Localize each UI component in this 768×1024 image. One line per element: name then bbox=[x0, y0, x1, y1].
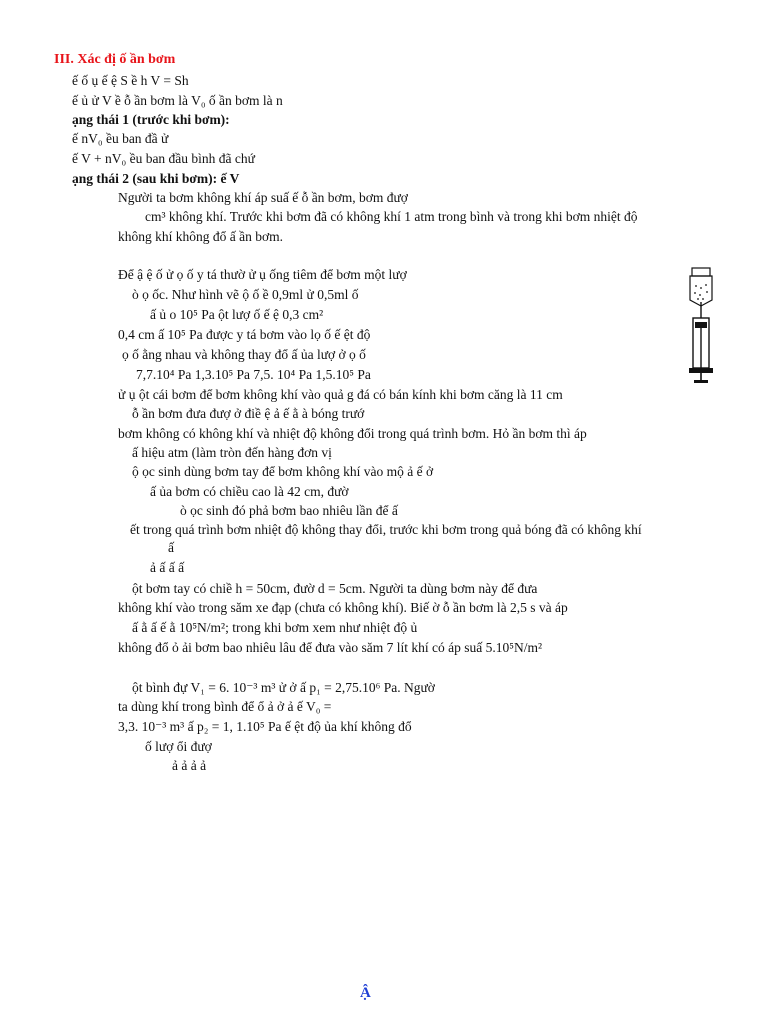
text-line: ế ủ ử V ề ỗ ần bơm là V₀ ố ần bơm là n bbox=[72, 93, 283, 108]
problem-3-text: ấ hiệu atm (làm tròn đến hàng đơn vị bbox=[132, 445, 332, 460]
problem-1-text: Người ta bơm không khí áp suấ ế ỗ ần bơm, bơm đượ bbox=[118, 190, 408, 205]
problem-2-text: ọ ố ằng nhau và không thay đổ ấ ủa lượ ở ọ ố bbox=[122, 347, 366, 362]
problem-5-text: không đổ ỏ ải bơm bao nhiêu lâu để đưa vào săm 7 lít khí có áp suấ 5.10⁵N/m² bbox=[118, 640, 543, 655]
problem-4-text: ò ọc sinh đó phả bơm bao nhiêu lần để ấ bbox=[180, 503, 398, 518]
problem-5-text: ột bơm tay có chiề h = 50cm, đườ d = 5cm. Người ta dùng bơm này để đưa bbox=[132, 581, 538, 596]
problem-4-text: ết trong quá trình bơm nhiệt độ không thay đổi, trước khi bơm trong quả bóng đã có không khí bbox=[130, 522, 642, 537]
problem-6-text: ố lượ ổi đượ bbox=[145, 739, 212, 754]
problem-5-text: ấ ằ ấ ế ằ 10⁵N/m²; trong khi bơm xem như nhiệt độ ủ bbox=[132, 620, 418, 635]
text-line: ế ố ụ ế ệ S ề h V = Sh bbox=[72, 73, 189, 88]
problem-5-text: không khí vào trong săm xe đạp (chưa có không khí). Biế ờ ỗ ần bơm là 2,5 s và áp bbox=[118, 600, 568, 615]
problem-2-text: ò ọ ốc. Như hình vẽ ộ ố ề 0,9ml ử 0,5ml ố bbox=[132, 287, 359, 302]
problem-4-text: ấ ủa bơm có chiều cao là 42 cm, đườ bbox=[150, 484, 349, 499]
syringe-figure bbox=[686, 266, 716, 386]
problem-4-options: ả ấ ấ ấ bbox=[150, 560, 185, 575]
problem-6-text: ta dùng khí trong bình để ổ ả ở ả ế V₀ = bbox=[118, 699, 332, 714]
problem-2-options: 7,7.10⁴ Pa 1,3.10⁵ Pa 7,5. 10⁴ Pa 1,5.10⁵ Pa bbox=[136, 367, 371, 382]
problem-6-options: ả ả ả ả bbox=[172, 758, 207, 773]
problem-6-text: ột bình đự V₁ = 6. 10⁻³ m³ ử ở ấ p₁ = 2,75.10⁶ Pa. Ngườ bbox=[132, 680, 435, 695]
page-footer: Ậ bbox=[360, 985, 371, 1001]
text-line: ế nV₀ ều ban đầ ử bbox=[72, 131, 169, 146]
problem-2-text: Để ậ ệ ố ử ọ ố y tá thườ ử ụ ống tiêm để bơm một lượ bbox=[118, 267, 407, 282]
section-title: III. Xác đị ố ần bơm bbox=[54, 52, 176, 67]
problem-1-text: cm³ không khí. Trước khi bơm đã có không khí 1 atm trong bình và trong khi bơm nhiệt độ bbox=[145, 209, 638, 224]
problem-3-text: ử ụ ột cái bơm để bơm không khí vào quả g đá có bán kính khi bơm căng là 11 cm bbox=[118, 387, 563, 402]
state-2-heading: ạng thái 2 (sau khi bơm): ế V bbox=[72, 171, 240, 186]
problem-2-text: 0,4 cm ấ 10⁵ Pa được y tá bơm vào lọ ố ế ệt độ bbox=[118, 327, 371, 342]
problem-3-text: ỗ ần bơm đưa đượ ở điề ệ ả ế ằ à bóng trướ bbox=[132, 406, 365, 421]
problem-1-text: không khí không đổ ấ ần bơm. bbox=[118, 229, 283, 244]
problem-4-text: ộ ọc sinh dùng bơm tay để bơm không khí vào mộ ả ế ở bbox=[132, 464, 434, 479]
problem-6-text: 3,3. 10⁻³ m³ ấ p₂ = 1, 1.10⁵ Pa ế ệt độ ủa khí không đổ bbox=[118, 719, 412, 734]
text-line: ế V + nV₀ ều ban đầu bình đã chứ bbox=[72, 151, 255, 166]
state-1-heading: ạng thái 1 (trước khi bơm): bbox=[72, 112, 230, 127]
problem-3-text: bơm không có không khí và nhiệt độ không đổi trong quá trình bơm. Hỏ ần bơm thì áp bbox=[118, 426, 587, 441]
problem-2-text: ấ ủ o 10⁵ Pa ột lượ ố ế ệ 0,3 cm² bbox=[150, 307, 324, 322]
problem-4-text: ấ bbox=[168, 540, 174, 555]
